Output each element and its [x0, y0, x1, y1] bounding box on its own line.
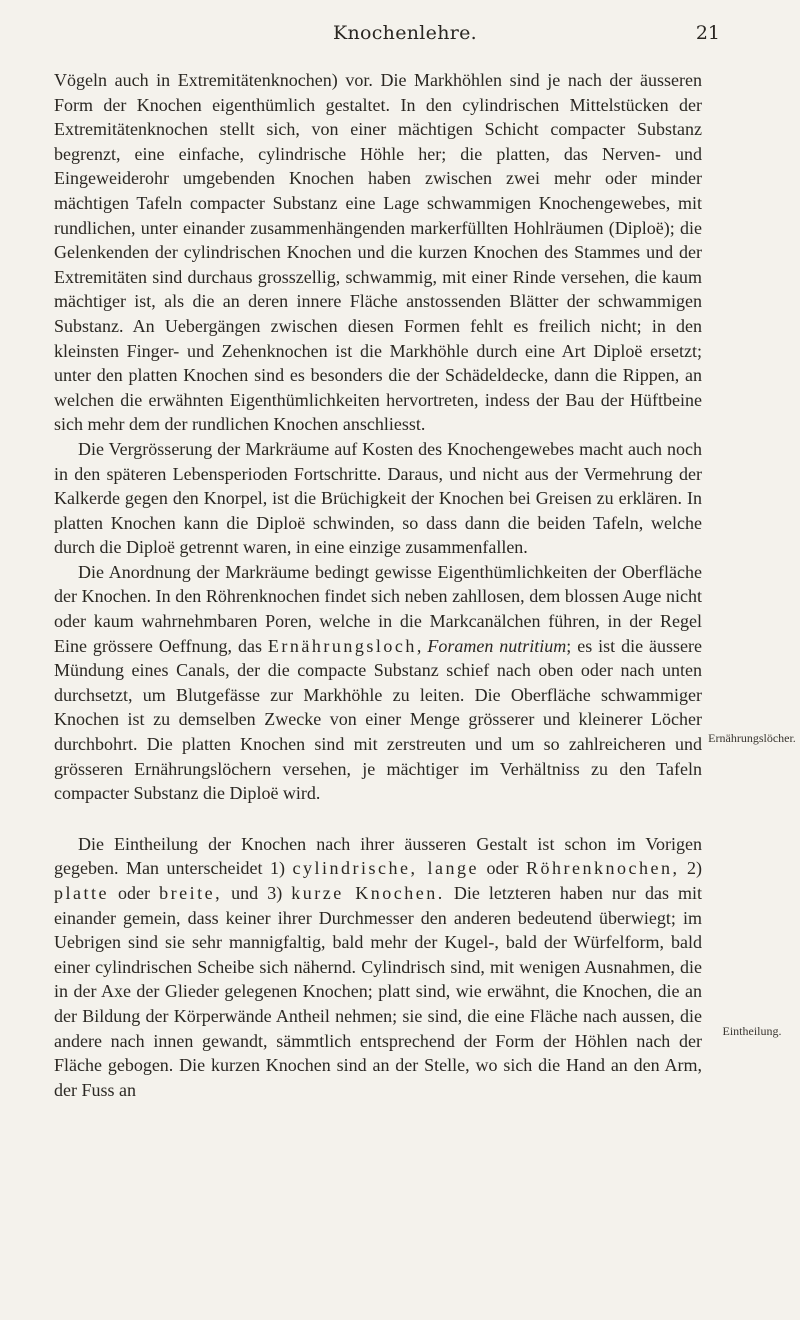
term-roehrenknochen: Röhrenknochen, [526, 858, 680, 879]
number-2: 2) [687, 858, 703, 879]
paragraph-eintheilung [54, 832, 702, 1103]
term-kurze-knochen: kurze Knochen. [291, 883, 445, 903]
eintheilung-text-b: Die letzteren haben nur das mit einander gemein, dass keiner ihrer Durchmesser den anderen bedeutend überwiegt; im Uebrigen sind sie sehr mannigfaltig, bald mehr der Kugel-, bald der Würfelform, bald einer cylindrischen Scheibe sich nähernd. Cylindrisch sind, mit wenigen Ausnahmen, die in der Axe der Glieder gelegenen Knochen; platt sind, wie erwähnt, die Knochen, die an der Bildung der Körperwände Antheil nehmen; sie sind, die eine Fläche nach aussen, die andere nach innen gewandt, sämmtlich entsprechend der Form der Höhlen nach der Fläche gebogen. Die kurzen Knochen sind an der Stelle, wo sich die Hand an den Arm, der Fuss an [54, 883, 703, 1100]
page-number: 21 [695, 22, 720, 44]
section-gap [54, 806, 702, 832]
eintheilung-text-a: Die Eintheilung der Knochen nach ihrer äusseren Gestalt ist schon im Vorigen gegeben. Man unterscheidet 1) [54, 833, 702, 879]
paragraph-markhoehlen: Vögeln auch in Extremitätenknochen) vor. Die Markhöhlen sind je nach der äusseren Form der Knochen eigenthümlich gestaltet. In den cylindrischen Mittelstücken der Extremitätenknochen stellt sich, von einer mächtigen Schicht compacter Substanz begrenzt, eine einfache, cylindrische Höhle her; die platten, das Nerven- und Eingeweiderohr umgebenden Knochen haben zwischen zwei mehr oder minder mächtigen Tafeln compacter Substanz eine Lage schwammigen Knochengewebes, mit rundlichen, unter einander zusammenhängenden markerfüllten Hohlräumen (Diploë); die Gelenkenden der cylindrischen Knochen und die kurzen Knochen des Stammes und der Extremitäten sind durchaus grosszellig, schwammig, mit einer Rinde versehen, die kaum mächtiger ist, als die an deren innere Fläche anstossenden Blätter der schwammigen Substanz. An Uebergängen zwischen diesen Formen fehlt es freilich nicht; in den kleinsten Finger- und Zehenknochen ist die Markhöhle durch eine Art Diploë ersetzt; unter den platten Knochen sind es besonders die der Schädeldecke, dann die Rippen, an welchen die erwähnten Eigenthümlichkeiten hervortreten, indess der Bau der Hüftbeine sich mehr dem der rundlichen Knochen anschliesst. [54, 70, 702, 435]
body-text [54, 68, 702, 1102]
term-platte: platte [54, 883, 109, 903]
word-oder-1: oder [486, 858, 519, 879]
page-header [90, 22, 720, 52]
paragraph-vergroesserung: Die Vergrösserung der Markräume auf Kosten des Knochengewebes macht auch noch in den späteren Lebensperioden Fortschritte. Daraus, und nicht aus der Vermehrung der Kalkerde gegen den Knorpel, ist die Brüchigkeit der Knochen bei Greisen zu erklären. In platten Knochen kann die Diploë schwinden, so dass dann die beiden Tafeln, welche durch die Diploë getrennt waren, in eine einzige zusammenfallen. [54, 438, 702, 558]
word-und-3: und 3) [231, 883, 283, 903]
term-cylindrische-lange: cylindrische, lange [292, 858, 479, 879]
margin-note-ernaehrungsloecher: Ernährungslöcher. [708, 731, 796, 745]
term-ernaehrungsloch: Ernährungsloch [267, 635, 417, 656]
paragraph-anordnung: Die Anordnung der Markräume bedingt gewisse Eigenthümlichkeiten der Oberfläche der Knochen. In den Röhrenknochen findet sich neben zahllosen, dem blossen Auge nicht oder kaum wahrnehmbaren Poren, welche in die Markcanälchen führen, in der Regel Eine grössere Oeffnung, das Ernährungsloch, Foramen nutritium; es ist die äussere Mündung eines Canals, der die compacte Substanz schief nach oben oder nach unten durchsetzt, um Blutgefässe zur Markhöhle zu leiten. Die Oberfläche schwammiger Knochen ist zu demselben Zwecke von einer Menge grösserer und kleinerer Löcher durchbohrt. Die platten Knochen sind mit zerstreuten und um so zahlreicheren und grösseren Ernährungslöchern versehen, je mächtiger im Verhältniss zu den Tafeln compacter Substanz die Diploë wird. [54, 561, 703, 804]
term-breite: breite, [159, 883, 223, 903]
term-foramen-nutritium: Foramen nutritium [427, 635, 567, 656]
anordnung-text-a: Die Anordnung der Markräume bedingt gewisse Eigenthümlichkeiten der Oberfläche der Knochen. In den Röhrenknochen findet sich neben zahllosen, dem blossen Auge nicht oder kaum wahrnehmbaren Poren, welche in die Markcanälchen führen, in der Regel Eine grössere Oeffnung, das [54, 561, 702, 656]
running-head: Knochenlehre. [332, 22, 478, 44]
margin-note-eintheilung: Eintheilung. [722, 1024, 782, 1038]
word-oder-2: oder [118, 883, 151, 903]
anordnung-text-b: ; es ist die äussere Mündung eines Canals, der die compacte Substanz schief nach oben oder nach unten durchsetzt, um Blutgefässe zur Markhöhle zu leiten. Die Oberfläche schwammiger Knochen ist zu demselben Zwecke von einer Menge grösserer und kleinerer Löcher durchbohrt. Die platten Knochen sind mit zerstreuten und um so zahlreicheren und grösseren Ernährungslöchern versehen, je mächtiger im Verhältniss zu den Tafeln compacter Substanz die Diploë wird. [54, 635, 703, 804]
